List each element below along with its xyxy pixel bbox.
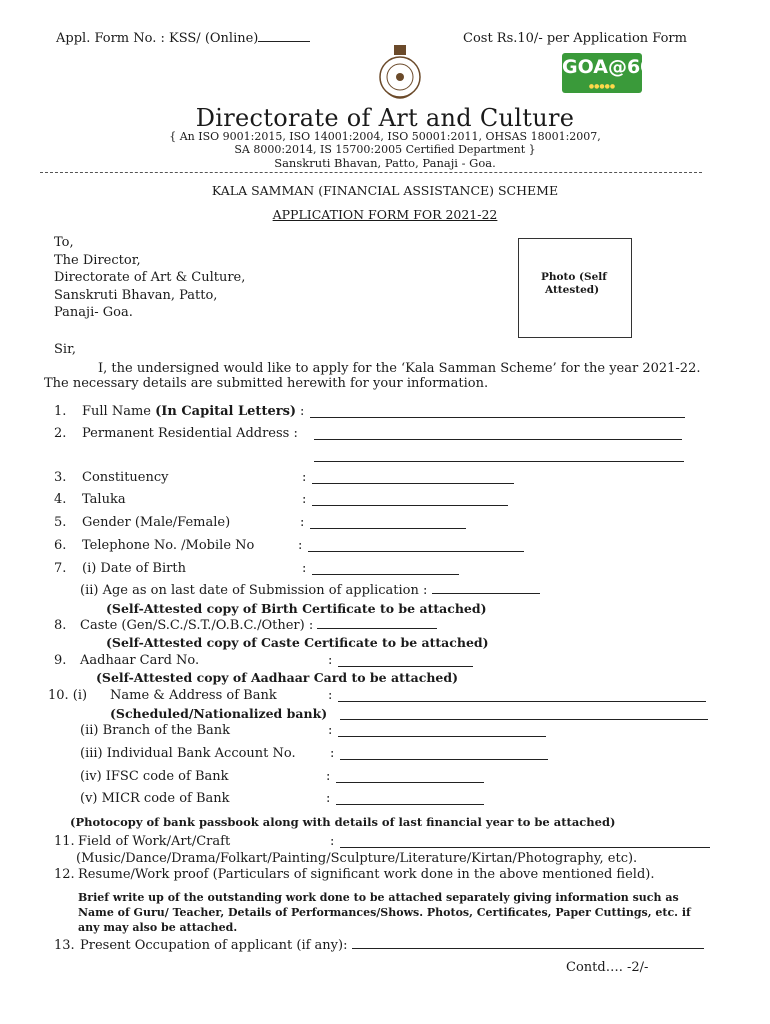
photo-box[interactable] [518,238,632,338]
age-field[interactable] [432,592,540,594]
colon: : [302,492,307,507]
field-number: 7. [54,561,67,576]
caste-cert-note: (Self-Attested copy of Caste Certificate to be attached) [106,635,489,650]
resume-note-3: any may also be attached. [78,921,238,934]
colon: : [300,515,305,530]
gender-label: Gender (Male/Female) [82,515,231,530]
occupation-label-text: Present Occupation of applicant (if any): [80,938,352,953]
resume-label: Resume/Work proof (Particulars of significant work done in the above mentioned field). [78,867,655,882]
address-label: Permanent Residential Address : [82,426,298,441]
aadhaar-label: Aadhaar Card No. [80,653,200,668]
addressee-line: Directorate of Art & Culture, [54,270,246,285]
birth-cert-note: (Self-Attested copy of Birth Certificate to be attached) [106,601,487,616]
colon: : [328,723,333,738]
field-number: 1. [54,404,67,419]
colon: : [330,834,335,849]
full-name-label-text: Full Name [82,404,156,419]
iso-line-2: SA 8000:2014, IS 15700:2005 Certified Department } [234,143,536,156]
appl-no-blank[interactable] [258,40,310,42]
iso-line-1: { An ISO 9001:2015, ISO 14001:2004, ISO 50001:2011, OHSAS 18001:2007, [169,130,601,143]
micr-field[interactable] [336,803,484,805]
ifsc-label: (iv) IFSC code of Bank [80,769,229,784]
header-divider [40,172,702,173]
telephone-label: Telephone No. /Mobile No [82,538,255,553]
caste-field[interactable] [317,627,437,629]
passbook-note: (Photocopy of bank passbook along with details of last financial year to be attached) [70,815,616,829]
colon: : [328,688,333,703]
aadhaar-note: (Self-Attested copy of Aadhaar Card to be attached) [96,670,459,685]
org-address: Sanskruti Bhavan, Patto, Panaji - Goa. [274,156,496,170]
bank-name-label: Name & Address of Bank [110,688,277,703]
appl-no-label: Appl. Form No. : KSS/ (Online) [56,31,259,46]
taluka-label: Taluka [82,492,126,507]
colon: : [330,746,335,761]
goa-at-60-badge [562,53,654,93]
application-number [56,31,310,46]
colon: : [326,791,331,806]
continued-note: Contd…. -2/- [566,960,649,975]
address-field-1[interactable] [314,438,682,440]
full-name-label [82,404,296,419]
addressee-line: The Director, [54,252,141,268]
field-number: 6. [54,538,67,553]
age-label [80,583,540,598]
field-number: 10. (i) [48,688,88,703]
goa-badge-decoration: ●●●●● [588,83,616,90]
colon: : [328,653,333,668]
field-number: 3. [54,470,67,485]
addressee-block [54,234,245,322]
field-number: 11. [54,834,75,849]
micr-label: (v) MICR code of Bank [80,791,230,806]
bank-name-field-2[interactable] [340,718,708,720]
salutation: Sir, [54,342,76,357]
full-name-label-bold: (In Capital Letters) [155,404,297,419]
form-title: APPLICATION FORM FOR 2021-22 [272,207,498,222]
photo-box-label-1: Photo (Self [541,271,607,283]
resume-note-1: Brief write up of the outstanding work done to be attached separately giving information such as [78,891,679,904]
addressee-line: Sanskruti Bhavan, Patto, [54,287,218,303]
dob-field[interactable] [312,573,459,575]
field-number: 4. [54,492,67,507]
intro-line-1: I, the undersigned would like to apply for the ‘Kala Samman Scheme’ for the year 2021-22. [98,361,701,376]
colon: : [326,769,331,784]
colon: : [302,561,307,576]
org-name: Directorate of Art and Culture [195,104,575,132]
dob-label: (i) Date of Birth [82,561,186,576]
photo-box-label-2: Attested) [545,284,600,296]
addressee-line: To, [54,235,74,250]
aadhaar-field[interactable] [338,665,473,667]
scheme-title: KALA SAMMAN (FINANCIAL ASSISTANCE) SCHEME [211,183,559,198]
field-of-work-options: (Music/Dance/Drama/Folkart/Painting/Sculpture/Literature/Kirtan/Photography, etc). [76,851,638,866]
bank-type-note: (Scheduled/Nationalized bank) [110,706,328,721]
field-number: 2. [54,426,67,441]
occupation-field[interactable] [352,947,704,949]
telephone-field[interactable] [308,550,524,552]
field-number: 8. [54,618,67,633]
occupation-label [80,938,704,953]
bank-name-field-1[interactable] [338,700,706,702]
cost-text: Cost Rs.10/- per Application Form [463,31,687,46]
ifsc-field[interactable] [336,781,484,783]
goa-badge-text: GOA@60 [562,56,654,78]
caste-label [80,618,437,633]
resume-note-2: Name of Guru/ Teacher, Details of Performances/Shows. Photos, Certificates, Paper Cuttings, etc. if [78,906,691,919]
colon: : [298,538,303,553]
constituency-label: Constituency [82,470,169,485]
gender-field[interactable] [310,527,466,529]
colon: : [302,470,307,485]
field-of-work-label: Field of Work/Art/Craft [78,834,231,849]
field-number: 12. [54,867,75,882]
age-label-text: (ii) Age as on last date of Submission of application : [80,583,432,598]
field-number: 13. [54,938,75,953]
account-no-label: (iii) Individual Bank Account No. [80,746,296,761]
intro-line-2: The necessary details are submitted herewith for your information. [44,376,489,391]
constituency-field[interactable] [312,482,514,484]
branch-label: (ii) Branch of the Bank [80,723,231,738]
address-field-2[interactable] [314,460,684,462]
field-of-work-field[interactable] [340,846,710,848]
addressee-line: Panaji- Goa. [54,305,133,320]
goa-emblem-icon [370,41,430,103]
branch-field[interactable] [338,735,546,737]
account-no-field[interactable] [340,758,548,760]
field-number: 9. [54,653,67,668]
full-name-field[interactable] [310,416,685,418]
colon: : [300,404,305,419]
taluka-field[interactable] [312,504,508,506]
field-number: 5. [54,515,67,530]
caste-label-text: Caste (Gen/S.C./S.T./O.B.C./Other) : [80,618,318,633]
